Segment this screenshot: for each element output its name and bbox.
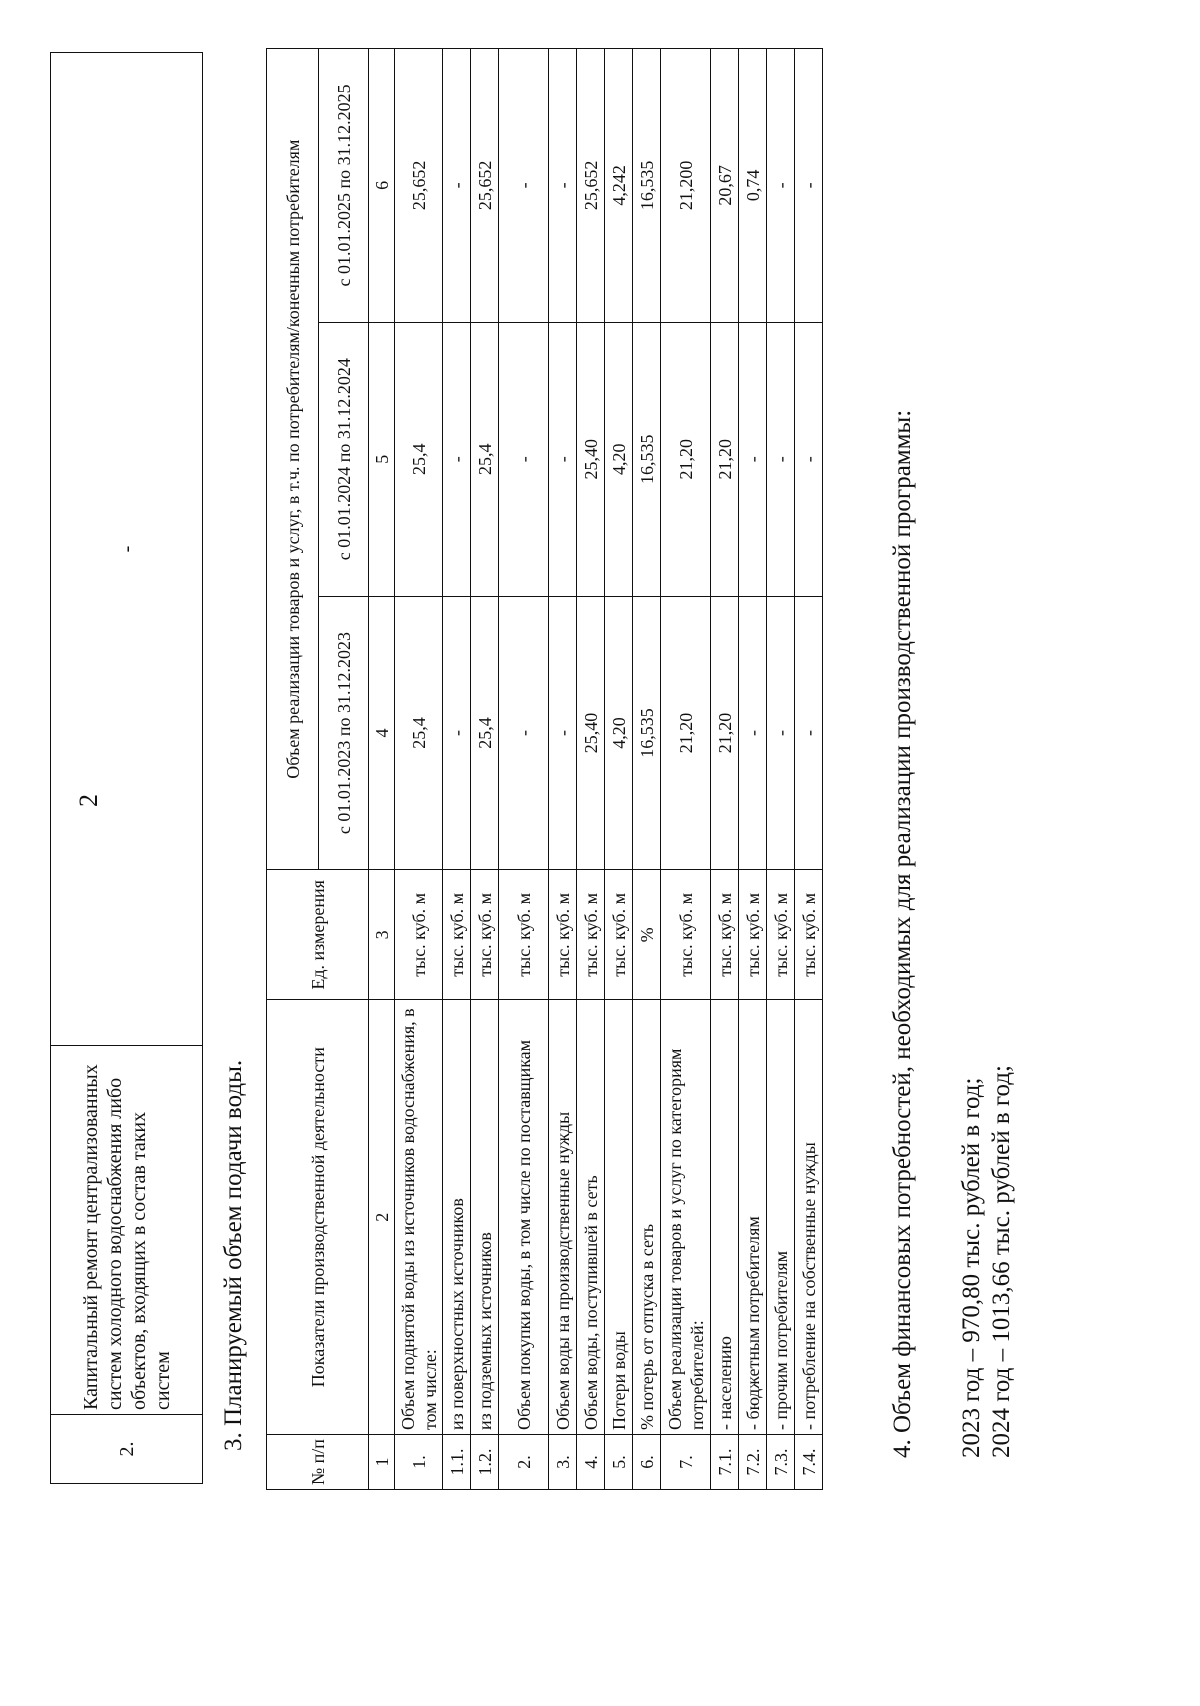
row-number: 7.1. — [711, 1435, 739, 1490]
row-value-2025: 25,652 — [471, 49, 499, 323]
table-row — [471, 49, 499, 1490]
row-indicator: Объем воды, поступившей в сеть — [577, 1000, 605, 1435]
row-value-2024: 25,4 — [471, 322, 499, 596]
row-indicator: - прочим потребителям — [767, 1000, 795, 1435]
row-number: 1.2. — [471, 1435, 499, 1490]
header-indicator: Показатели производственной деятельности — [267, 1000, 369, 1435]
row-value-2024: - — [739, 322, 767, 596]
row-number: 3. — [549, 1435, 577, 1490]
row-value-2023: - — [443, 596, 471, 870]
row-value-2025: - — [767, 49, 795, 323]
row-number: 1. — [395, 1435, 443, 1490]
row-value: - — [51, 53, 203, 1046]
row-unit: тыс. куб. м — [471, 870, 499, 1000]
row-value-2025: - — [795, 49, 823, 323]
row-value-2024: - — [549, 322, 577, 596]
row-value-2025: 25,652 — [395, 49, 443, 323]
row-number: 7.2. — [739, 1435, 767, 1490]
header-period-2023: с 01.01.2023 по 31.12.2023 — [319, 596, 369, 870]
table-row — [577, 49, 605, 1490]
row-number: 7. — [661, 1435, 711, 1490]
column-number-row — [369, 49, 395, 1490]
col-number: 1 — [369, 1435, 395, 1490]
row-value-2023: - — [795, 596, 823, 870]
row-value-2025: 0,74 — [739, 49, 767, 323]
header-unit: Ед. измерения — [267, 870, 369, 1000]
row-number: 6. — [633, 1435, 661, 1490]
row-indicator: - потребление на собственные нужды — [795, 1000, 823, 1435]
col-number: 4 — [369, 596, 395, 870]
row-value-2025: 20,67 — [711, 49, 739, 323]
row-unit: тыс. куб. м — [739, 870, 767, 1000]
row-unit: тыс. куб. м — [577, 870, 605, 1000]
row-number: 2. — [51, 1415, 203, 1484]
table-body — [395, 49, 823, 1490]
row-unit: тыс. куб. м — [767, 870, 795, 1000]
table-row — [767, 49, 795, 1490]
row-number: 7.4. — [795, 1435, 823, 1490]
row-number: 7.3. — [767, 1435, 795, 1490]
row-unit: тыс. куб. м — [711, 870, 739, 1000]
row-indicator: Потери воды — [605, 1000, 633, 1435]
table-row — [633, 49, 661, 1490]
row-value-2024: - — [443, 322, 471, 596]
col-number: 6 — [369, 49, 395, 323]
table-row — [51, 53, 203, 1484]
col-number: 5 — [369, 322, 395, 596]
row-indicator: Объем покупки воды, в том числе по поставщикам — [499, 1000, 549, 1435]
header-period-2024: с 01.01.2024 по 31.12.2024 — [319, 322, 369, 596]
row-value-2023: 21,20 — [661, 596, 711, 870]
section-3-heading: 3. Планируемый объем подачи воды. — [220, 1059, 247, 1451]
table-row — [661, 49, 711, 1490]
row-value-2024: 16,535 — [633, 322, 661, 596]
table-row — [711, 49, 739, 1490]
row-indicator: Объем воды на производственные нужды — [549, 1000, 577, 1435]
row-indicator: % потерь от отпуска в сеть — [633, 1000, 661, 1435]
row-unit: тыс. куб. м — [443, 870, 471, 1000]
row-value-2025: 21,200 — [661, 49, 711, 323]
table-header-row — [267, 49, 319, 1490]
row-unit: тыс. куб. м — [549, 870, 577, 1000]
header-volume: Объем реализации товаров и услуг, в т.ч. по потребителям/конечным потребителям — [267, 49, 319, 870]
row-value-2023: - — [499, 596, 549, 870]
row-value-2024: - — [767, 322, 795, 596]
row-value-2023: 4,20 — [605, 596, 633, 870]
row-unit: тыс. куб. м — [795, 870, 823, 1000]
row-value-2023: 25,4 — [395, 596, 443, 870]
row-value-2025: 25,652 — [577, 49, 605, 323]
row-value-2025: - — [443, 49, 471, 323]
col-number: 2 — [369, 1000, 395, 1435]
col-number: 3 — [369, 870, 395, 1000]
table-row — [739, 49, 767, 1490]
page-number: 2 — [74, 794, 103, 807]
row-indicator: из поверхностных источников — [443, 1000, 471, 1435]
row-value-2024: - — [499, 322, 549, 596]
header-period-2025: с 01.01.2025 по 31.12.2025 — [319, 49, 369, 323]
row-indicator: Объем реализации товаров и услуг по категориям потребителей: — [661, 1000, 711, 1435]
row-number: 4. — [577, 1435, 605, 1490]
row-indicator: - бюджетным потребителям — [739, 1000, 767, 1435]
row-indicator: из подземных источников — [471, 1000, 499, 1435]
row-value-2024: 4,20 — [605, 322, 633, 596]
row-number: 5. — [605, 1435, 633, 1490]
row-value-2024: 25,40 — [577, 322, 605, 596]
row-value-2023: - — [767, 596, 795, 870]
top-table — [50, 52, 203, 1484]
row-number: 2. — [499, 1435, 549, 1490]
header-num: № п/п — [267, 1435, 369, 1490]
row-value-2024: 25,4 — [395, 322, 443, 596]
row-value-2023: 21,20 — [711, 596, 739, 870]
table-row — [605, 49, 633, 1490]
row-value-2023: 16,535 — [633, 596, 661, 870]
row-indicator: Объем поднятой воды из источников водоснабжения, в том числе: — [395, 1000, 443, 1435]
row-indicator: - населению — [711, 1000, 739, 1435]
row-value-2023: - — [739, 596, 767, 870]
table-row — [443, 49, 471, 1490]
finance-line-2024: 2024 год – 1013,66 тыс. рублей в год; — [988, 1065, 1015, 1458]
row-value-2023: - — [549, 596, 577, 870]
row-unit: тыс. куб. м — [395, 870, 443, 1000]
water-supply-table — [266, 48, 823, 1490]
row-value-2024: - — [795, 322, 823, 596]
row-value-2023: 25,40 — [577, 596, 605, 870]
row-unit: тыс. куб. м — [661, 870, 711, 1000]
row-number: 1.1. — [443, 1435, 471, 1490]
row-value-2025: 16,535 — [633, 49, 661, 323]
row-value-2025: 4,242 — [605, 49, 633, 323]
row-value-2024: 21,20 — [661, 322, 711, 596]
section-4-heading: 4. Объем финансовых потребностей, необходимых для реализации производственной программы: — [889, 409, 916, 1458]
row-value-2023: 25,4 — [471, 596, 499, 870]
table-row — [795, 49, 823, 1490]
row-unit: % — [633, 870, 661, 1000]
row-value-2025: - — [549, 49, 577, 323]
row-text: Капитальный ремонт централизованных систем холодного водоснабжения либо объектов, входящих в состав таких систем — [51, 1046, 203, 1415]
row-unit: тыс. куб. м — [499, 870, 549, 1000]
table-row — [395, 49, 443, 1490]
table-row — [499, 49, 549, 1490]
row-value-2025: - — [499, 49, 549, 323]
table-row — [549, 49, 577, 1490]
row-unit: тыс. куб. м — [605, 870, 633, 1000]
finance-line-2023: 2023 год – 970,80 тыс. рублей в год; — [958, 1077, 985, 1458]
row-value-2024: 21,20 — [711, 322, 739, 596]
